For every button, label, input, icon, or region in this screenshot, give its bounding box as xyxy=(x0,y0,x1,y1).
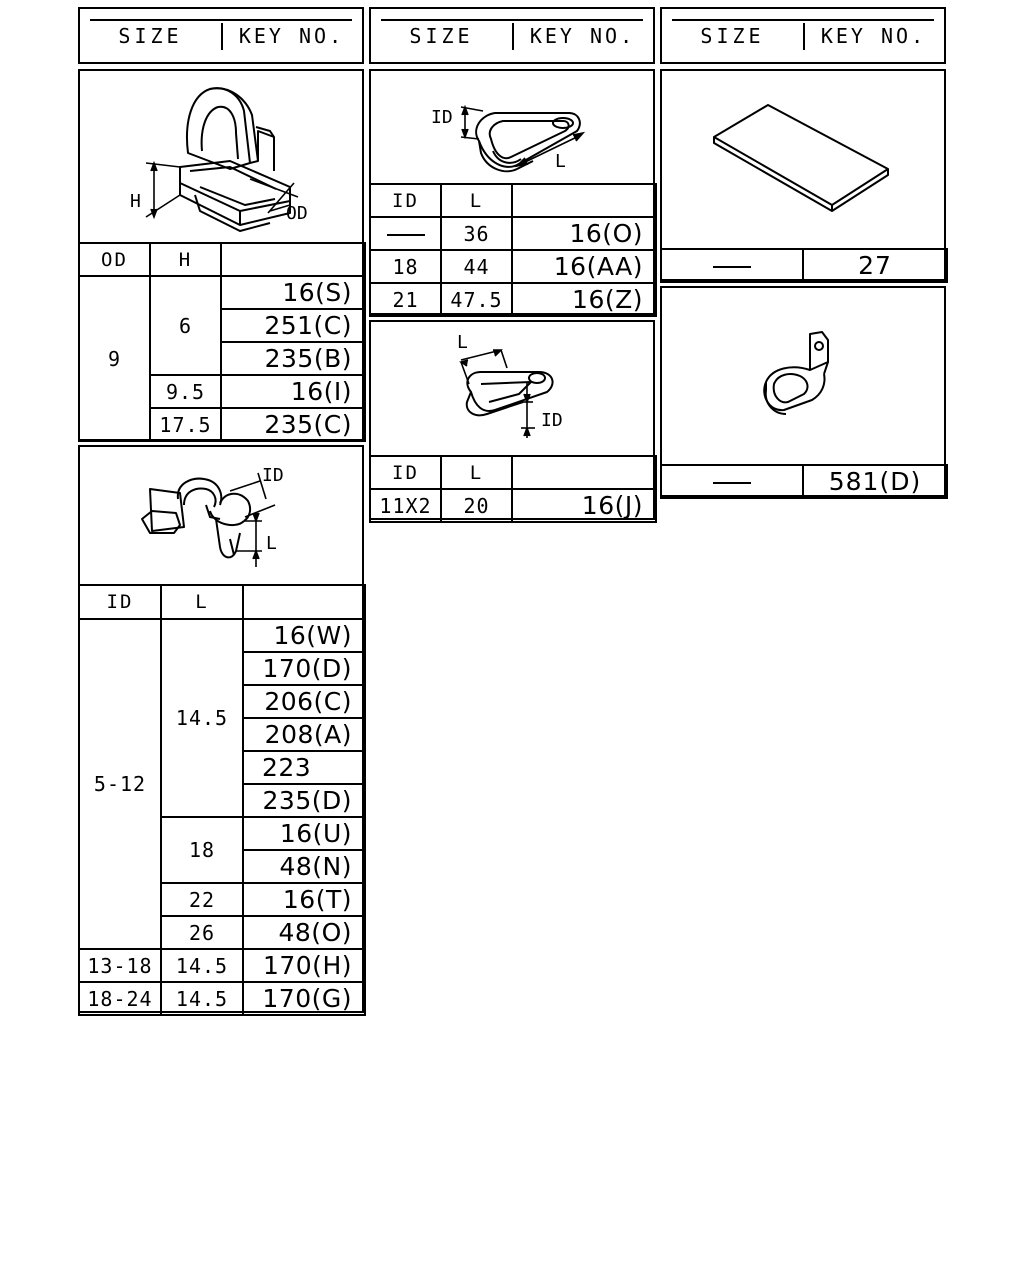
bracket-clamp-panel xyxy=(660,286,946,497)
harness-clip-drawing xyxy=(80,447,362,585)
clamp-single-table xyxy=(369,455,657,523)
dimension-l-label: L xyxy=(555,151,566,172)
no-value-dash xyxy=(713,482,751,484)
col-header-key xyxy=(512,456,656,489)
l-value: 44 xyxy=(441,250,512,283)
clamp-double-table xyxy=(369,183,657,317)
double-clamp-drawing xyxy=(371,71,653,185)
bracket-clamp-drawing xyxy=(662,288,944,466)
l-value: 36 xyxy=(441,217,512,250)
size-value xyxy=(661,249,803,282)
key-number: 16(T) xyxy=(243,883,365,916)
col-header-l: L xyxy=(161,585,243,619)
col-header-key xyxy=(512,184,656,217)
key-number: 235(C) xyxy=(221,408,365,441)
no-value-dash xyxy=(387,234,425,236)
dimension-od-label: OD xyxy=(286,203,308,224)
l-value: 22 xyxy=(161,883,243,916)
key-number: 581(D) xyxy=(803,465,947,498)
dimension-h-label: H xyxy=(130,191,141,212)
key-number: 235(B) xyxy=(221,342,365,375)
clip-id-l-panel xyxy=(78,445,364,1013)
l-value: 20 xyxy=(441,489,512,522)
l-value: 14.5 xyxy=(161,619,243,817)
dimension-l-label: L xyxy=(457,332,468,353)
dimension-l-label: L xyxy=(266,533,277,554)
header-col2 xyxy=(369,7,655,64)
clamp-double-panel xyxy=(369,69,655,315)
clip-od-h-table xyxy=(78,242,366,442)
header-size-label: SIZE xyxy=(700,23,765,48)
l-value: 26 xyxy=(161,916,243,949)
dimension-id-label: ID xyxy=(541,410,563,431)
size-value xyxy=(661,465,803,498)
id-value: 13-18 xyxy=(79,949,161,982)
col-header-id: ID xyxy=(370,456,441,489)
pad-drawing xyxy=(662,71,944,249)
id-value: 18-24 xyxy=(79,982,161,1015)
key-number: 235(D) xyxy=(243,784,365,817)
key-number: 16(S) xyxy=(221,276,365,309)
key-number: 16(W) xyxy=(243,619,365,652)
header-col1 xyxy=(78,7,364,64)
h-value: 6 xyxy=(150,276,221,375)
clip-od-h-panel xyxy=(78,69,364,441)
key-number: 16(J) xyxy=(512,489,656,522)
key-number: 206(C) xyxy=(243,685,365,718)
id-value: 18 xyxy=(370,250,441,283)
col-header-id: ID xyxy=(370,184,441,217)
col-header-l: L xyxy=(441,184,512,217)
l-value: 18 xyxy=(161,817,243,883)
l-value: 14.5 xyxy=(161,982,243,1015)
key-number: 27 xyxy=(803,249,947,282)
col-header-h: H xyxy=(150,243,221,276)
clip-id-l-table xyxy=(78,584,366,1016)
push-clip-drawing xyxy=(80,71,362,243)
id-value: 21 xyxy=(370,283,441,316)
pad-table xyxy=(660,248,948,283)
col-header-key xyxy=(221,243,365,276)
key-number: 251(C) xyxy=(221,309,365,342)
bracket-clamp-table xyxy=(660,464,948,499)
key-number: 16(AA) xyxy=(512,250,656,283)
col-header-id: ID xyxy=(79,585,161,619)
key-number: 16(Z) xyxy=(512,283,656,316)
col-header-od: OD xyxy=(79,243,150,276)
od-value: 9 xyxy=(79,276,150,441)
key-number: 48(N) xyxy=(243,850,365,883)
no-value-dash xyxy=(713,266,751,268)
key-number: 16(U) xyxy=(243,817,365,850)
col-header-key xyxy=(243,585,365,619)
header-key-label: KEY NO. xyxy=(529,23,636,48)
dimension-id-label: ID xyxy=(262,465,284,486)
key-number: 48(O) xyxy=(243,916,365,949)
pad-panel xyxy=(660,69,946,281)
l-value: 47.5 xyxy=(441,283,512,316)
single-clamp-drawing xyxy=(371,322,653,456)
id-value: 11X2 xyxy=(370,489,441,522)
key-number: 208(A) xyxy=(243,718,365,751)
col-header-l: L xyxy=(441,456,512,489)
dimension-id-label: ID xyxy=(431,107,453,128)
key-number: 170(D) xyxy=(243,652,365,685)
h-value: 9.5 xyxy=(150,375,221,408)
id-value: 5-12 xyxy=(79,619,161,949)
key-number: 16(O) xyxy=(512,217,656,250)
key-number: 170(H) xyxy=(243,949,365,982)
clamp-single-panel xyxy=(369,320,655,520)
l-value: 14.5 xyxy=(161,949,243,982)
id-value xyxy=(370,217,441,250)
header-key-label: KEY NO. xyxy=(820,23,927,48)
header-size-label: SIZE xyxy=(118,23,183,48)
header-key-label: KEY NO. xyxy=(238,23,345,48)
h-value: 17.5 xyxy=(150,408,221,441)
key-number: 16(I) xyxy=(221,375,365,408)
key-number: 170(G) xyxy=(243,982,365,1015)
key-number: 223 xyxy=(243,751,365,784)
header-col3 xyxy=(660,7,946,64)
header-size-label: SIZE xyxy=(409,23,474,48)
